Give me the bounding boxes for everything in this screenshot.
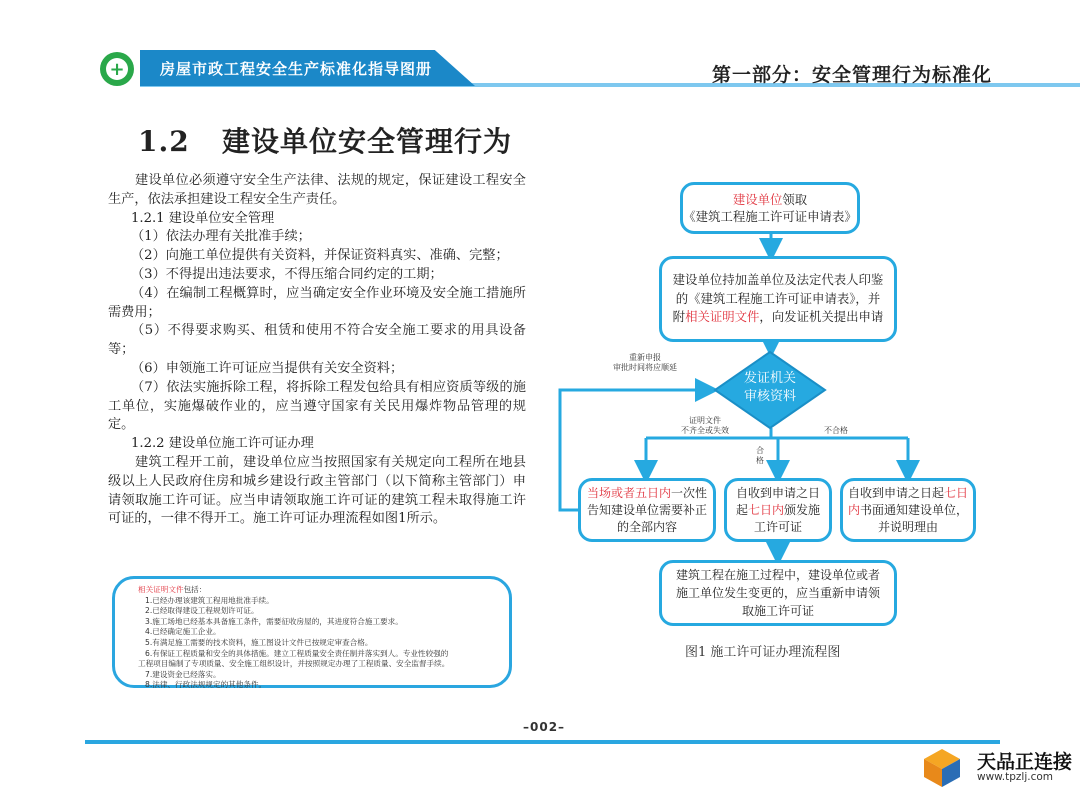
documents-heading: 相关证明文件包括： (138, 585, 207, 594)
list-item: （4）在编制工程概算时，应当确定安全作业环境及安全施工措施所需费用； (108, 285, 526, 320)
part-title: 第一部分：安全管理行为标准化 (711, 64, 992, 86)
subsection-heading-2: 1.2.2 建设单位施工许可证办理 (131, 436, 314, 452)
document-item: 6.有保证工程质量和安全的具体措施。建立工程质量安全责任制并落实到人。专业性较强的 (145, 648, 449, 658)
qualified-label: 合 格 (756, 446, 764, 465)
list-item: （3）不得提出违法要求，不得压缩合同约定的工期； (131, 266, 443, 282)
intro-paragraph: 建设单位必须遵守安全生产法律、法规的规定，保证建设工程安全生产，依法承担建设工程安全生产责任。 (108, 173, 526, 207)
flow-box-submit: 建设单位持加盖单位及法定代表人印鉴 的《建筑工程施工许可证申请表》，并 附相关证明文件，向发证机关提出申请 (659, 256, 897, 342)
watermark-url: www.tpzlj.com (977, 771, 1054, 783)
cross-icon: + (106, 58, 128, 80)
document-item: 7.建设资金已经落实。 (145, 669, 221, 679)
document-item: 3.施工场地已经基本具备施工条件，需要征收房屋的，其进度符合施工要求。 (145, 616, 403, 626)
document-item: 4.已经确定施工企业。 (145, 627, 221, 637)
list-item: （1）依法办理有关批准手续； (131, 229, 311, 245)
unqualified-label: 不合格 (824, 426, 848, 435)
subsection-heading-1: 1.2.1 建设单位安全管理 (131, 210, 275, 226)
page-number: –002– (523, 720, 566, 734)
list-item: （6）申领施工许可证应当提供有关安全资料； (131, 360, 404, 376)
permit-paragraph: 建筑工程开工前，建设单位应当按照国家有关规定向工程所在地县级以上人民政府住房和城乡建设行政主管部门（以下简称主管部门）申请领取施工许可证。应当申请领取施工许可证的建筑工程未取得施工许可证的，一律不得开工。施工许可证办理流程如图1所示。 (108, 454, 526, 527)
watermark-logo-icon (920, 745, 972, 789)
document-item: 工程项目编制了专项质量、安全施工组织设计，并按照规定办理了工程质量、安全监督手续。 (138, 659, 450, 669)
list-item: （7）依法实施拆除工程，将拆除工程发包给具有相应资质等级的施工单位，实施爆破作业的，应当遵守国家有关民用爆炸物品管理的规定。 (108, 379, 526, 433)
section-number: 1.2 (138, 125, 190, 158)
list-item: （5）不得要求购买、租赁和使用不符合安全施工要求的用具设备等； (108, 323, 526, 358)
watermark-name: 天品正连接 (977, 751, 1073, 773)
flow-box-reject-notice: 自收到申请之日起七日 内书面通知建设单位， 并说明理由 (840, 478, 976, 542)
book-title: 房屋市政工程安全生产标准化指导图册 (160, 60, 433, 78)
flow-box-change-reapply: 建筑工程在施工过程中，建设单位或者 施工单位发生变更的，应当重新申请领 取施工许可证 (659, 560, 897, 626)
document-item: 8.法律、行政法规规定的其他条件。 (145, 680, 267, 690)
diamond-label: 发证机关 审核资料 (743, 371, 796, 404)
invalid-docs-label: 证明文件 不齐全或失效 (681, 416, 729, 435)
footer-rule (85, 740, 1000, 744)
flow-box-supplement: 当场或者五日内一次性 告知建设单位需要补正 的全部内容 (578, 478, 716, 542)
figure-caption: 图1 施工许可证办理流程图 (685, 645, 841, 660)
flow-box-apply-form: 建设单位领取 《建筑工程施工许可证申请表》 (680, 182, 860, 234)
section-heading: 建设单位安全管理行为 (221, 125, 512, 158)
document-item: 2.已经取得建设工程规划许可证。 (145, 606, 259, 616)
document-item: 1.已经办理该建筑工程用地批准手续。 (145, 595, 274, 605)
list-item: （2）向施工单位提供有关资料，并保证资料真实、准确、完整； (131, 248, 509, 264)
flow-box-issue-permit: 自收到申请之日 起七日内颁发施 工许可证 (724, 478, 832, 542)
document-item: 5.有满足施工需要的技术资料，施工图设计文件已按规定审查合格。 (145, 637, 373, 647)
resubmit-label: 重新申报 审批时间将应顺延 (613, 353, 677, 372)
